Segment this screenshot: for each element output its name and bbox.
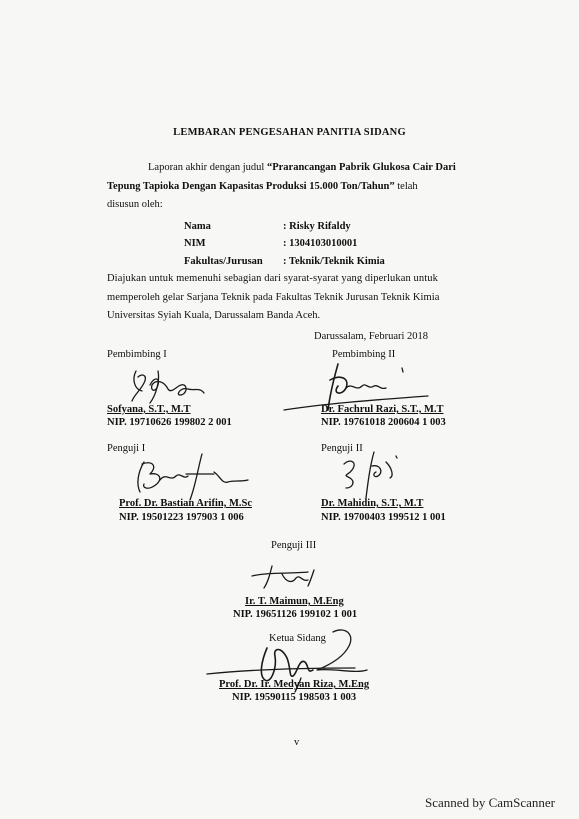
statement-line-3: Universitas Syiah Kuala, Darussalam Banda Aceh. (107, 310, 321, 321)
penguji1-nip: NIP. 19501223 197903 1 006 (119, 512, 244, 523)
penguji2-signature (338, 448, 418, 504)
penguji1-signature (130, 452, 260, 504)
pembimbing2-role: Pembimbing II (332, 349, 396, 360)
intro-line-2 (107, 181, 418, 192)
ketua-name: Prof. Dr. Ir. Medyan Riza, M.Eng (219, 679, 370, 690)
place-date: Darussalam, Februari 2018 (314, 331, 429, 342)
penguji2-nip: NIP. 19700403 199512 1 001 (321, 512, 446, 523)
ketua-nip: NIP. 19590115 198503 1 003 (232, 692, 357, 703)
penguji3-nip: NIP. 19651126 199102 1 001 (233, 609, 358, 620)
scanner-watermark: Scanned by CamScanner (425, 795, 555, 810)
thesis-title-part-2: Tepung Tapioka Dengan Kapasitas Produksi 15.000 Ton/Tahun” (107, 181, 395, 192)
penguji3-signature (248, 562, 328, 592)
nama-value: : Risky Rifaldy (283, 221, 351, 232)
penguji1-role: Penguji I (107, 443, 146, 454)
nim-value: : 1304103010001 (283, 238, 358, 249)
pembimbing2-nip: NIP. 19761018 200604 1 003 (321, 417, 446, 428)
intro-suffix: telah (394, 181, 418, 192)
pembimbing2-name: Dr. Fachrul Razi, S.T., M.T (321, 404, 444, 415)
intro-prefix: Laporan akhir dengan judul (148, 162, 267, 173)
fakultas-value: : Teknik/Teknik Kimia (283, 256, 385, 267)
nama-label: Nama (184, 221, 211, 232)
pembimbing1-role: Pembimbing I (107, 349, 167, 360)
pembimbing1-signature (128, 365, 218, 407)
fakultas-label: Fakultas/Jurusan (184, 256, 263, 267)
statement-line-1: Diajukan untuk memenuhi sebagian dari syarat-syarat yang diperlukan untuk (107, 273, 438, 284)
penguji1-name: Prof. Dr. Bastian Arifin, M.Sc (119, 498, 252, 509)
thesis-title-part-1: “Prarancangan Pabrik Glukosa Cair Dari (266, 162, 456, 173)
nim-label: NIM (184, 238, 206, 249)
penguji3-role: Penguji III (271, 540, 317, 551)
penguji3-name: Ir. T. Maimun, M.Eng (245, 596, 344, 607)
intro-line-1 (148, 162, 456, 173)
page-number: v (294, 737, 300, 748)
pembimbing1-name: Sofyana, S.T., M.T (107, 404, 191, 415)
penguji2-role: Penguji II (321, 443, 363, 454)
page-title: LEMBARAN PENGESAHAN PANITIA SIDANG (173, 127, 406, 138)
intro-line-3: disusun oleh: (107, 199, 163, 210)
statement-line-2: memperoleh gelar Sarjana Teknik pada Fakultas Teknik Jurusan Teknik Kimia (107, 292, 440, 303)
pembimbing1-nip: NIP. 19710626 199802 2 001 (107, 417, 232, 428)
penguji2-name: Dr. Mahidin, S.T., M.T (321, 498, 424, 509)
ketua-role: Ketua Sidang (269, 633, 326, 644)
